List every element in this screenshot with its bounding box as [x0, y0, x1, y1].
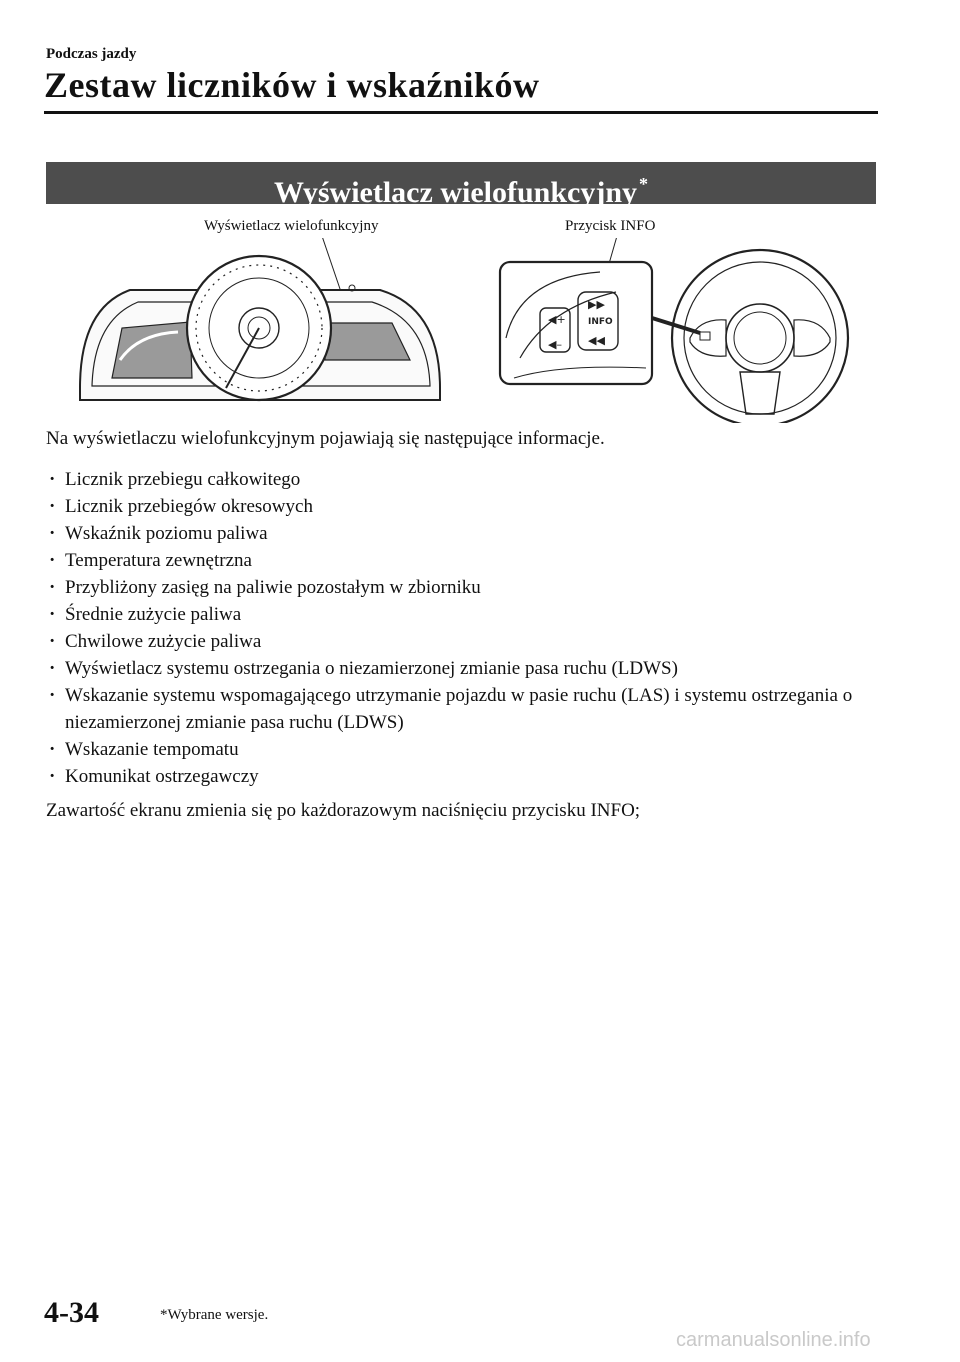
list-item: [46, 682, 886, 736]
section-banner: [46, 162, 876, 209]
list-item-text: Temperatura zewnętrzna: [65, 550, 252, 571]
callout-info-button: Przycisk INFO: [565, 218, 656, 234]
list-item: [46, 520, 886, 547]
list-item: [46, 736, 886, 763]
list-item: [46, 493, 886, 520]
list-item: [46, 574, 886, 601]
footnote: *Wybrane wersje.: [160, 1307, 269, 1323]
svg-text:◀+: ◀+: [548, 313, 566, 326]
list-item: [46, 628, 886, 655]
page-number: 4-34: [44, 1296, 99, 1329]
list-item-text: Wskazanie tempomatu: [65, 739, 239, 760]
list-item: [46, 601, 886, 628]
list-item-text: Licznik przebiegu całkowitego: [65, 469, 301, 490]
feature-list: [46, 466, 886, 790]
list-item-text: Licznik przebiegów okresowych: [65, 496, 313, 517]
bullet: ·: [49, 496, 56, 517]
closing-paragraph: Zawartość ekranu zmienia się po każdorazowym naciśnięciu przycisku INFO;: [46, 800, 641, 821]
bullet: ·: [49, 604, 56, 625]
steering-wheel-icon: [672, 250, 848, 423]
intro-paragraph: Na wyświetlaczu wielofunkcyjnym pojawiają się następujące informacje.: [46, 428, 605, 449]
bullet: ·: [49, 766, 56, 787]
svg-text:◀◀: ◀◀: [588, 334, 605, 347]
steering-switch-icon: [500, 262, 652, 384]
list-item-text: Wyświetlacz systemu ostrzegania o niezamierzonej zmianie pasa ruchu (LDWS): [65, 658, 678, 679]
watermark: carmanualsonline.info: [676, 1329, 871, 1351]
bullet: ·: [49, 523, 56, 544]
list-item-text: Chwilowe zużycie paliwa: [65, 631, 262, 652]
callout-multifunction-display: Wyświetlacz wielofunkcyjny: [204, 218, 379, 234]
bullet: ·: [49, 658, 56, 679]
bullet: ·: [49, 550, 56, 571]
dashboard-figure: [0, 238, 960, 423]
title-rule: [44, 111, 878, 114]
list-item: [46, 655, 886, 682]
bullet: ·: [49, 577, 56, 598]
instrument-cluster-icon: [80, 256, 440, 400]
list-item: [46, 763, 886, 790]
banner-title: Wyświetlacz wielofunkcyjny: [273, 176, 638, 209]
svg-text:▶▶: ▶▶: [588, 298, 605, 311]
list-item: [46, 547, 886, 574]
list-item-text: Wskaźnik poziomu paliwa: [65, 523, 268, 544]
bullet: ·: [49, 469, 56, 490]
list-item-text: Średnie zużycie paliwa: [65, 604, 242, 625]
bullet: ·: [49, 739, 56, 760]
list-item-text: Przybliżony zasięg na paliwie pozostałym w zbiorniku: [65, 577, 481, 598]
list-item: [46, 466, 886, 493]
bullet: ·: [49, 631, 56, 652]
svg-text:◀–: ◀–: [548, 338, 562, 351]
chapter-title: Zestaw liczników i wskaźników: [44, 65, 540, 105]
info-button-label: INFO: [588, 317, 613, 327]
section-label: Podczas jazdy: [46, 46, 137, 62]
optional-marker: *: [639, 174, 649, 194]
bullet: ·: [49, 685, 56, 706]
list-item-text: Wskazanie systemu wspomagającego utrzymanie pojazdu w pasie ruchu (LAS) i systemu ostrzegania o niezamierzonej zmianie pasa ruchu (LDWS): [65, 685, 853, 733]
list-item-text: Komunikat ostrzegawczy: [65, 766, 259, 787]
